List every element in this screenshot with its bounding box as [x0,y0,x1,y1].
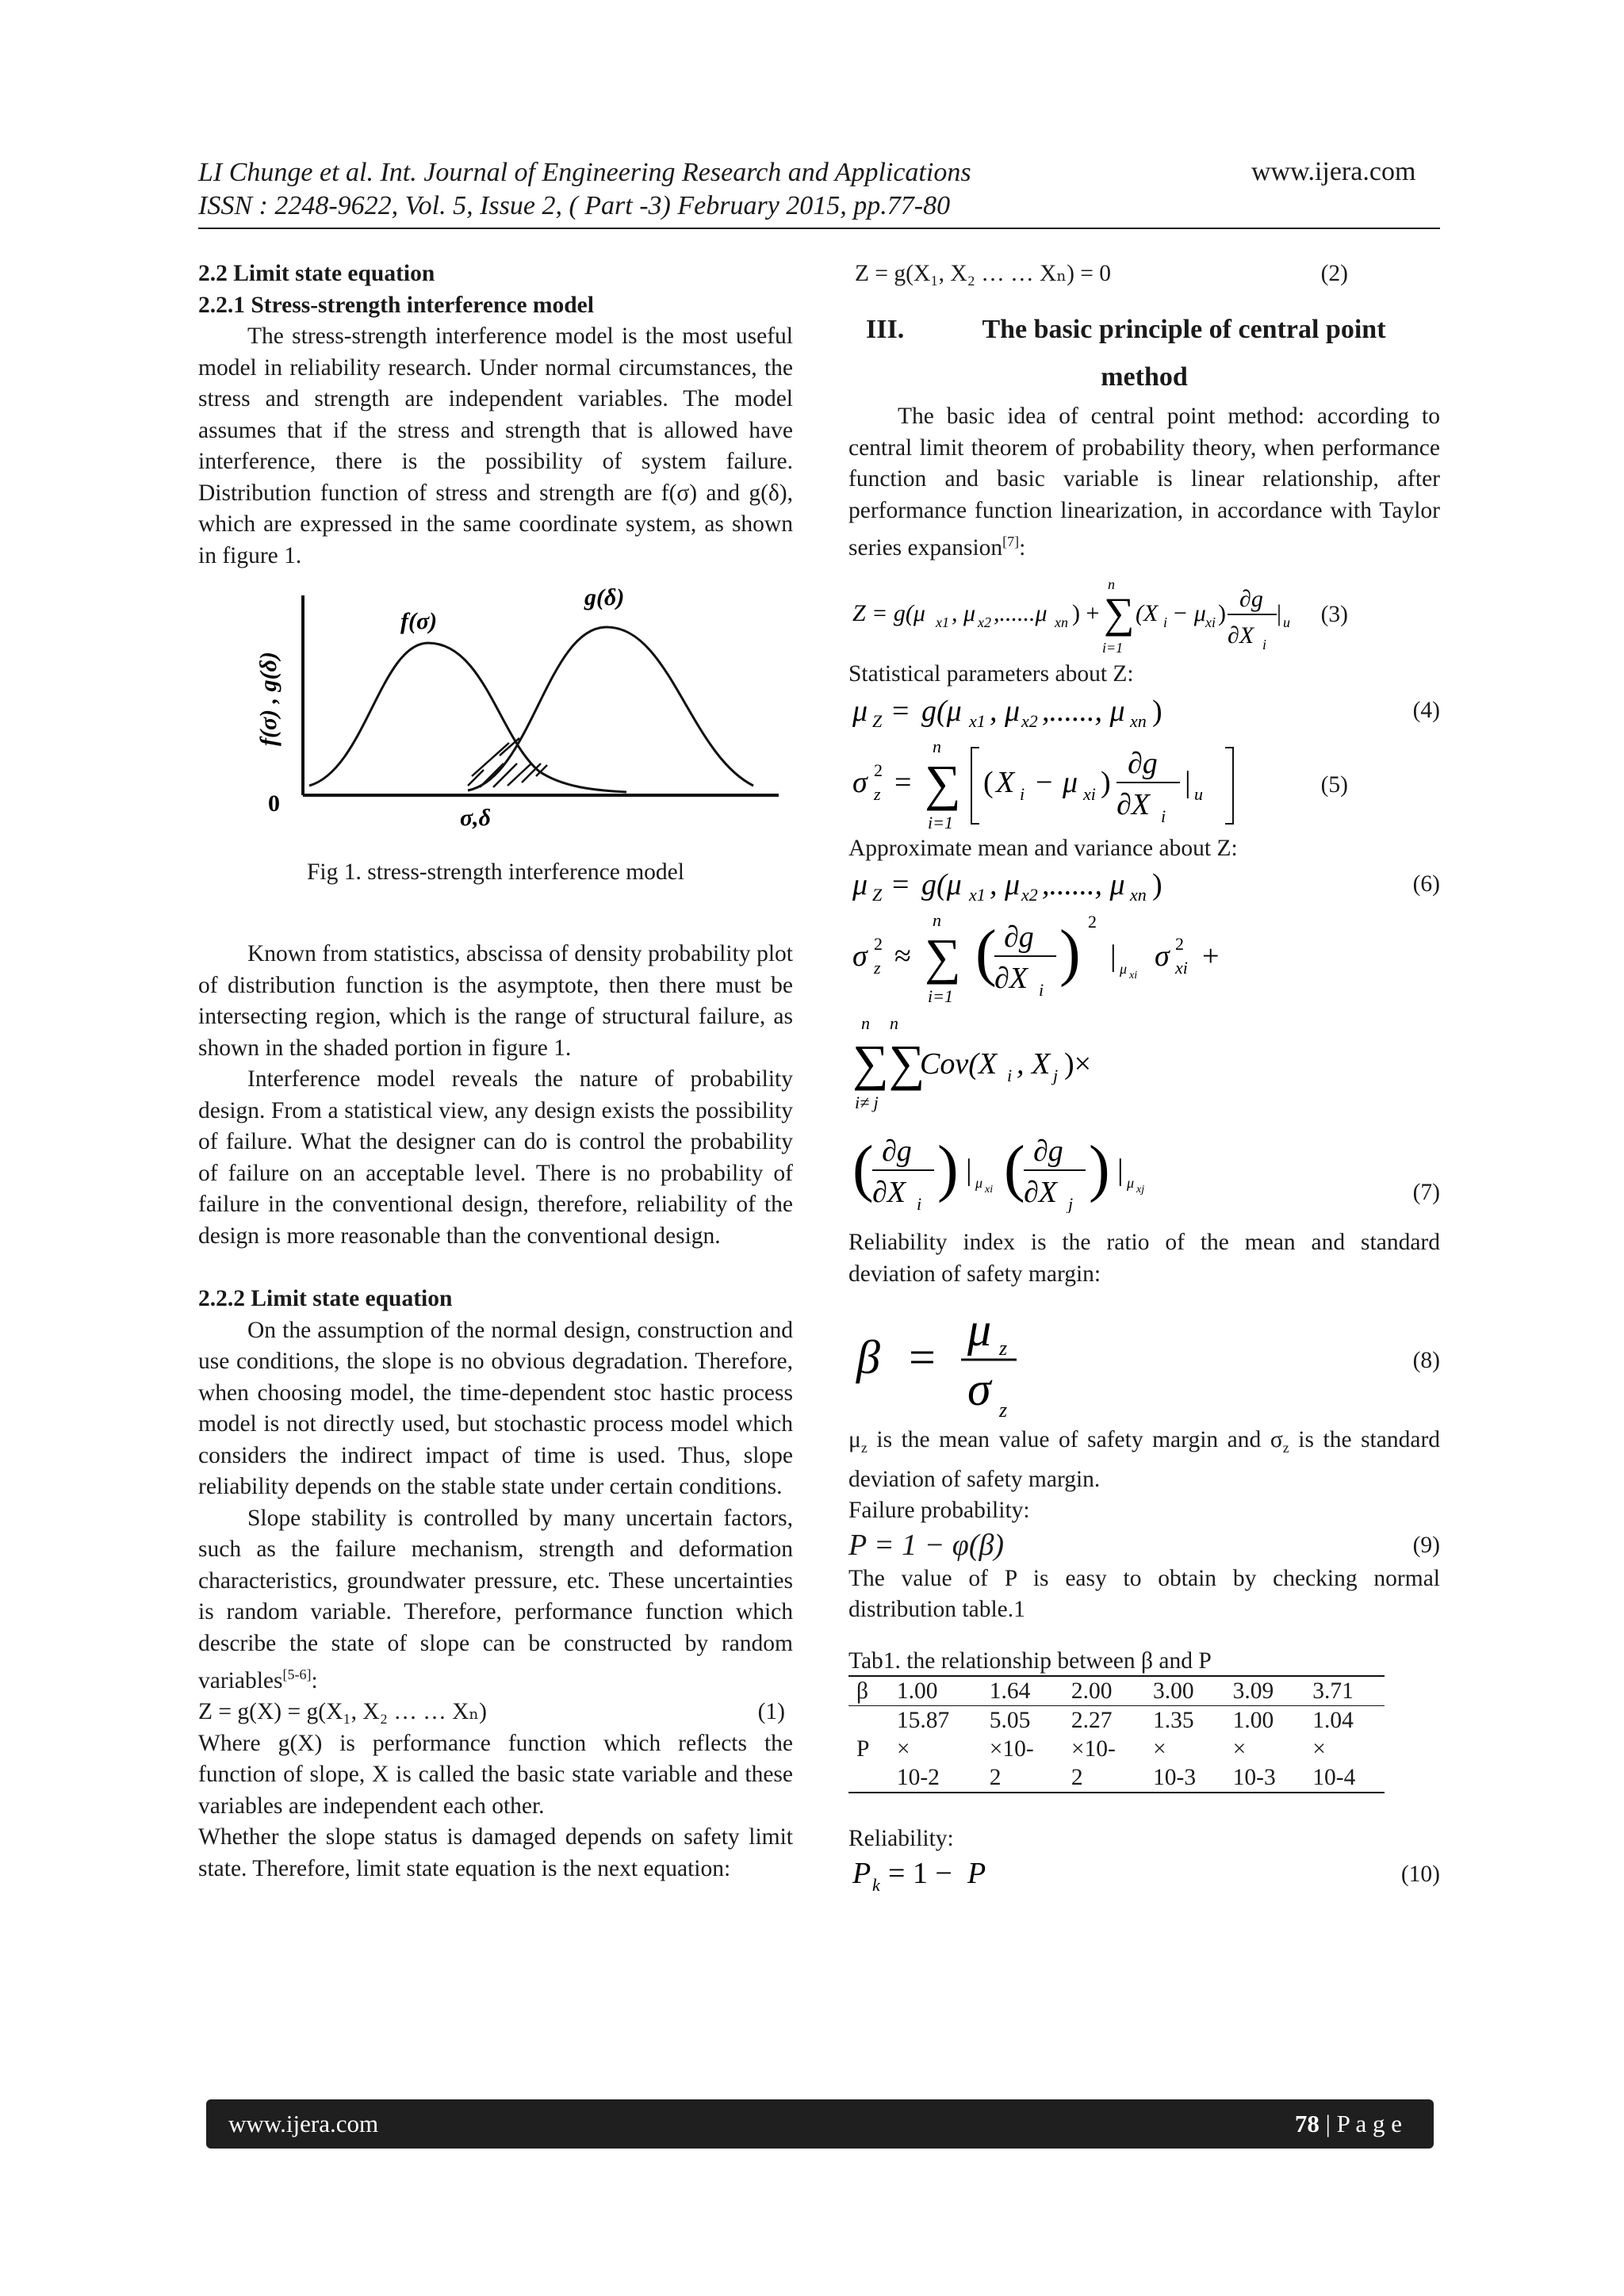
section-title-line2: method [1101,362,1188,392]
svg-text:∂X: ∂X [994,962,1028,996]
citation-7[interactable]: [7] [1002,534,1020,549]
equation-1: Z = g(X) = g(X₁, X₂ … … Xₙ) [198,1699,488,1725]
equation-2-row [848,258,1440,290]
svg-text:i=1: i=1 [1102,640,1124,656]
svg-text:|: | [966,1154,972,1188]
paragraph-probability-design: Interference model reveals the nature of probability design. From a statistical view, any design exists the possibility of failure. What the designer can do is control the probability of failure on an acceptable level. There is no probability of failure in the conventional design, therefore, reliability of the design is more reasonable than the conventional design. [198,1066,793,1249]
reliability-label: Reliability: [848,1825,954,1851]
svg-text:μ: μ [967,1303,992,1357]
svg-text:): ) [1101,765,1111,799]
table-1-grid [848,1675,1385,1793]
equation-6 [848,864,1293,904]
svg-text:u: u [1194,783,1203,804]
svg-text:∂g: ∂g [1004,920,1034,955]
equation-7-row [848,904,1440,1213]
table-cell: 15.87 × 10-2 [896,1707,950,1790]
svg-text:,......, μ: ,......, μ [1042,694,1125,728]
svg-text:∂g: ∂g [1239,586,1263,613]
table-cell: 3.09 [1232,1678,1274,1704]
svg-text:|: | [1110,939,1116,974]
svg-text:g(μ: g(μ [921,868,962,902]
svg-text:x1: x1 [969,885,986,905]
equation-6-row [848,864,1440,904]
equation-10-number: (10) [1400,1862,1440,1888]
label-f-sigma: f(σ) [400,608,438,634]
equation-4-number: (4) [1412,697,1440,723]
svg-text:≈: ≈ [894,939,911,974]
paragraph-intersecting-region: Known from statistics, abscissa of density probability plot of distribution function is the asymptote, then there must be intersecting region, which is the range of structural failure, as shown in the shaded portion in figure 1. [198,941,793,1061]
svg-text:xi: xi [985,1184,994,1196]
svg-text:i: i [917,1194,922,1214]
table-cell: 3.00 [1153,1678,1194,1704]
running-header-issn: ISSN : 2248-9622, Vol. 5, Issue 2, ( Part -3) February 2015, pp.77-80 [198,191,951,220]
svg-text:u: u [1283,614,1290,631]
svg-text:∂g: ∂g [1033,1135,1063,1169]
svg-text:2: 2 [1088,912,1097,932]
table-cell: 1.35 × 10-3 [1153,1707,1197,1790]
equation-10-row [848,1854,1440,1894]
table-cell-beta-label: β [856,1678,869,1704]
svg-text:j: j [1053,1066,1059,1086]
svg-text:(: ( [1004,1134,1025,1204]
svg-text:n: n [890,1013,898,1034]
table-1-caption: Tab1. the relationship between β and P [848,1647,1212,1674]
svg-text:i: i [1262,637,1267,653]
equation-4-row [848,691,1440,730]
paragraph-normal-design: On the assumption of the normal design, construction and use conditions, the slope is no obvious degradation. Therefore, when choosing model, the time-dependent stoc hastic process model is not directly used, but stochastic process model which considers the indirect impact of time is used. Thus, slope reliability depends on the stable state under certain conditions. [198,1317,793,1499]
svg-text:xi: xi [1083,783,1096,804]
svg-text:i: i [1039,980,1044,1001]
equation-4 [848,691,1293,730]
figure-1-caption: Fig 1. stress-strength interference model [307,859,684,885]
equation-2: Z = g(X₁, X₂ … … Xₙ) = 0 [855,261,1112,286]
svg-text:=: = [892,694,910,728]
paragraph-limit-state: Whether the slope status is damaged depends on safety limit state. Therefore, limit state equation is the next equation: [198,1824,793,1881]
svg-text:∂g: ∂g [1128,746,1158,780]
svg-text:P: P [852,1857,871,1891]
svg-text:): ) [1059,918,1081,989]
svg-text:X: X [996,765,1015,799]
svg-text:xi: xi [1129,970,1138,982]
svg-text:xi: xi [1205,614,1216,631]
table-cell: 5.05 ×10- 2 [989,1707,1034,1790]
svg-text:μ: μ [1120,961,1128,978]
paragraph-slope-stability [198,1503,793,1697]
equation-8-number: (8) [1412,1348,1440,1374]
svg-text:σ: σ [1155,939,1170,974]
equation-5-number: (5) [1320,771,1348,798]
svg-text:=: = [909,1331,936,1384]
svg-text:x2: x2 [978,614,991,631]
svg-text:, X: , X [1017,1047,1051,1081]
svg-text:, μ: , μ [990,694,1021,728]
svg-text:μ: μ [1063,765,1078,799]
svg-text:): ) [1152,868,1162,902]
y-axis-label: f(σ) , g(δ) [255,652,282,746]
slope-stability-text: Slope stability is controlled by many uncertain factors, such as the failure mechanism, strength and deformation characteristics, groundwater pressure, etc. These uncertainties is random variable. Therefore, performance function which describe the state of slope can be constructed by random variables [198,1505,793,1693]
svg-text:(: ( [983,765,994,799]
equation-3-number: (3) [1320,602,1348,628]
running-header-citation: LI Chunge et al. Int. Journal of Engineering Research and Applications [198,158,971,187]
svg-text:Z = g(μ: Z = g(μ [852,600,925,627]
svg-text:σ: σ [852,939,868,974]
svg-text:xn: xn [1130,710,1147,730]
svg-text:z: z [999,1399,1008,1422]
subsection-heading-2-2-2: 2.2.2 Limit state equation [198,1286,453,1311]
equation-10 [848,1854,1086,1894]
table-cell: 3.71 [1312,1678,1354,1704]
table-cell: 1.04 × 10-4 [1312,1707,1356,1790]
label-g-delta: g(δ) [584,587,625,610]
running-header-site[interactable]: www.ijera.com [1251,157,1416,186]
stat-params-label: Statistical parameters about Z: [848,661,1134,687]
svg-text:): ) [1152,694,1162,728]
central-point-text: The basic idea of central point method: according to central limit theorem of probability theory, when performance function and basic variable is linear relationship, after performance function linearization, in accordance with Taylor series expansion [848,404,1440,561]
equation-9-row [848,1527,1440,1563]
svg-text:k: k [872,1875,880,1895]
table-cell: 1.00 × 10-3 [1232,1707,1276,1790]
svg-text:∂X: ∂X [1228,622,1254,649]
svg-text:σ: σ [967,1363,991,1416]
svg-text:∑∑: ∑∑ [852,1035,925,1092]
paragraph-mu-sigma: $\mu_z$ is the mean value of safety margin and $\sigma_z$ is the standard deviation of safety margin. [848,1427,1441,1492]
svg-text:xj: xj [1136,1184,1145,1196]
svg-text:x2: x2 [1021,885,1038,905]
svg-text:i≠ j: i≠ j [855,1093,879,1113]
svg-text:z: z [874,783,881,804]
equation-3-row [848,572,1440,659]
svg-text:+: + [1202,939,1220,974]
central-point-end: : [1019,534,1026,561]
svg-text:)×: )× [1064,1047,1092,1081]
g-delta-curve [468,627,753,790]
svg-text:Cov(X: Cov(X [920,1047,998,1081]
failure-region-hatch [468,738,547,787]
svg-text:=: = [894,765,912,799]
equation-2-number: (2) [1320,261,1348,286]
equation-8-row [848,1298,1440,1425]
svg-text:∑: ∑ [1104,589,1135,637]
svg-text:μ: μ [975,1175,983,1192]
svg-text:x1: x1 [969,710,986,730]
equation-3 [848,572,1356,659]
svg-text:∂g: ∂g [882,1135,912,1169]
svg-text:2: 2 [874,760,883,780]
svg-text:xn: xn [1130,885,1147,905]
svg-text:(: ( [852,1134,874,1204]
svg-text:β: β [856,1331,880,1384]
page-number: 78 [1294,2110,1320,2137]
svg-text:): ) [937,1134,959,1204]
svg-text:(X: (X [1136,600,1159,627]
svg-text:2: 2 [874,934,883,955]
svg-text:μ: μ [852,868,868,902]
svg-text:n: n [861,1013,870,1034]
equation-9-number: (9) [1412,1532,1440,1558]
table-cell: 1.00 [896,1678,938,1704]
right-column [848,258,1440,1894]
section-heading-III [848,306,1440,354]
svg-text:): ) [1218,600,1226,627]
failure-probability-label: Failure probability: [848,1498,1030,1524]
equation-1-number: (1) [757,1699,785,1725]
paragraph-central-point [848,401,1440,564]
origin-label: 0 [268,790,280,817]
svg-text:i: i [1020,783,1025,804]
svg-text:i: i [1007,1066,1013,1086]
equation-7-number: (7) [1412,1180,1440,1206]
x-axis-label: σ,δ [460,805,492,831]
table-cell: 1.64 [989,1678,1031,1704]
paragraph-performance-function: Where g(X) is performance function which reflects the function of slope, X is called the basic state variable and these variables are independent each other. [198,1730,793,1819]
svg-text:∂X: ∂X [1024,1176,1057,1210]
citation-5-6[interactable]: [5-6] [282,1667,312,1682]
equation-5-row [848,730,1440,833]
paragraph-normal-table: The value of P is easy to obtain by checking normal distribution table.1 [848,1565,1440,1623]
svg-text:i=1: i=1 [928,986,953,1007]
svg-text:xn: xn [1055,614,1068,631]
svg-text:= 1 −: = 1 − [888,1857,952,1891]
left-column [198,258,793,1885]
equation-8 [848,1298,1086,1425]
svg-text:,......μ: ,......μ [994,600,1048,627]
svg-text:μ: μ [852,694,868,728]
section-title-line1: The basic principle of central point [982,315,1386,344]
svg-text:n: n [933,910,941,931]
svg-text:(: ( [975,918,997,989]
svg-text:) +: ) + [1072,600,1100,627]
svg-text:|: | [1117,1154,1124,1188]
svg-text:=: = [892,868,910,902]
svg-text:σ: σ [852,765,868,799]
equation-1-row [198,1697,793,1728]
svg-text:,......, μ: ,......, μ [1042,868,1125,902]
svg-text:z: z [874,958,881,978]
table-row-beta [848,1676,1385,1706]
svg-text:x2: x2 [1021,710,1038,730]
svg-text:|: | [1277,600,1282,627]
svg-text:, μ: , μ [990,868,1021,902]
figure-1 [198,587,793,905]
svg-text:n: n [933,736,941,756]
svg-text:|: | [1185,765,1191,799]
svg-text:− μ: − μ [1172,600,1206,627]
svg-text:∂X: ∂X [872,1176,906,1210]
section-number: III. [866,315,905,344]
equation-9: P = 1 − φ(β) [848,1528,1005,1562]
table-1 [848,1647,1440,1793]
svg-text:P: P [967,1857,986,1891]
footer-page-info [1295,2099,1402,2149]
sigma-desc: is the standard deviation of safety margin. [848,1427,1441,1492]
svg-text:∂X: ∂X [1116,787,1150,821]
svg-text:j: j [1068,1194,1074,1214]
svg-text:Z: Z [872,710,883,730]
approx-label: Approximate mean and variance about Z: [848,835,1238,861]
table-cell: 2.00 [1071,1678,1113,1704]
svg-text:2: 2 [1175,934,1184,955]
section-heading-2-2: 2.2 Limit state equation [198,261,435,286]
subsection-heading-2-2-1: 2.2.1 Stress-strength interference model [198,292,594,318]
svg-text:i=1: i=1 [928,812,953,832]
svg-text:Z: Z [872,885,883,905]
table-row-p [848,1705,1385,1793]
slope-stability-end: : [311,1667,318,1693]
equation-6-number: (6) [1412,871,1440,897]
equation-5 [848,730,1356,833]
mu-desc: is the mean value of safety margin and [876,1427,1262,1453]
table-cell: 2.27 ×10- 2 [1071,1707,1116,1790]
page-footer [206,2099,1434,2149]
header-rule [198,228,1440,229]
svg-text:−: − [1036,765,1053,799]
svg-text:i: i [1161,806,1166,826]
paragraph-interference-intro: The stress-strength interference model is the most useful model in reliability research. Under normal circumstances, the stress and strength are independent variables. The model assumes that if the stress and strength that is allowed have interference, there is the possibility of system failure. Distribution function of stress and strength are f(σ) and g(δ), which are expressed in the same coordinate system, as shown in figure 1. [198,323,793,568]
svg-text:i: i [1163,614,1168,631]
svg-text:x1: x1 [936,614,949,631]
svg-text:n: n [1108,576,1115,593]
footer-site-link[interactable]: www.ijera.com [228,2110,379,2137]
page-label: | P a g e [1325,2110,1402,2137]
equation-7 [848,904,1372,1213]
svg-text:∑: ∑ [925,754,961,811]
table-cell-p-label: P [856,1735,870,1762]
svg-text:∑: ∑ [925,928,961,985]
svg-text:, μ: , μ [952,600,976,627]
f-sigma-curve [309,643,626,792]
svg-text:μ: μ [1127,1175,1135,1192]
svg-text:xi: xi [1175,958,1188,978]
paragraph-reliability-index: Reliability index is the ratio of the mean and standard deviation of safety margin: [848,1230,1440,1287]
svg-text:): ) [1089,1134,1110,1204]
svg-text:g(μ: g(μ [921,694,962,728]
svg-text:z: z [999,1337,1008,1360]
